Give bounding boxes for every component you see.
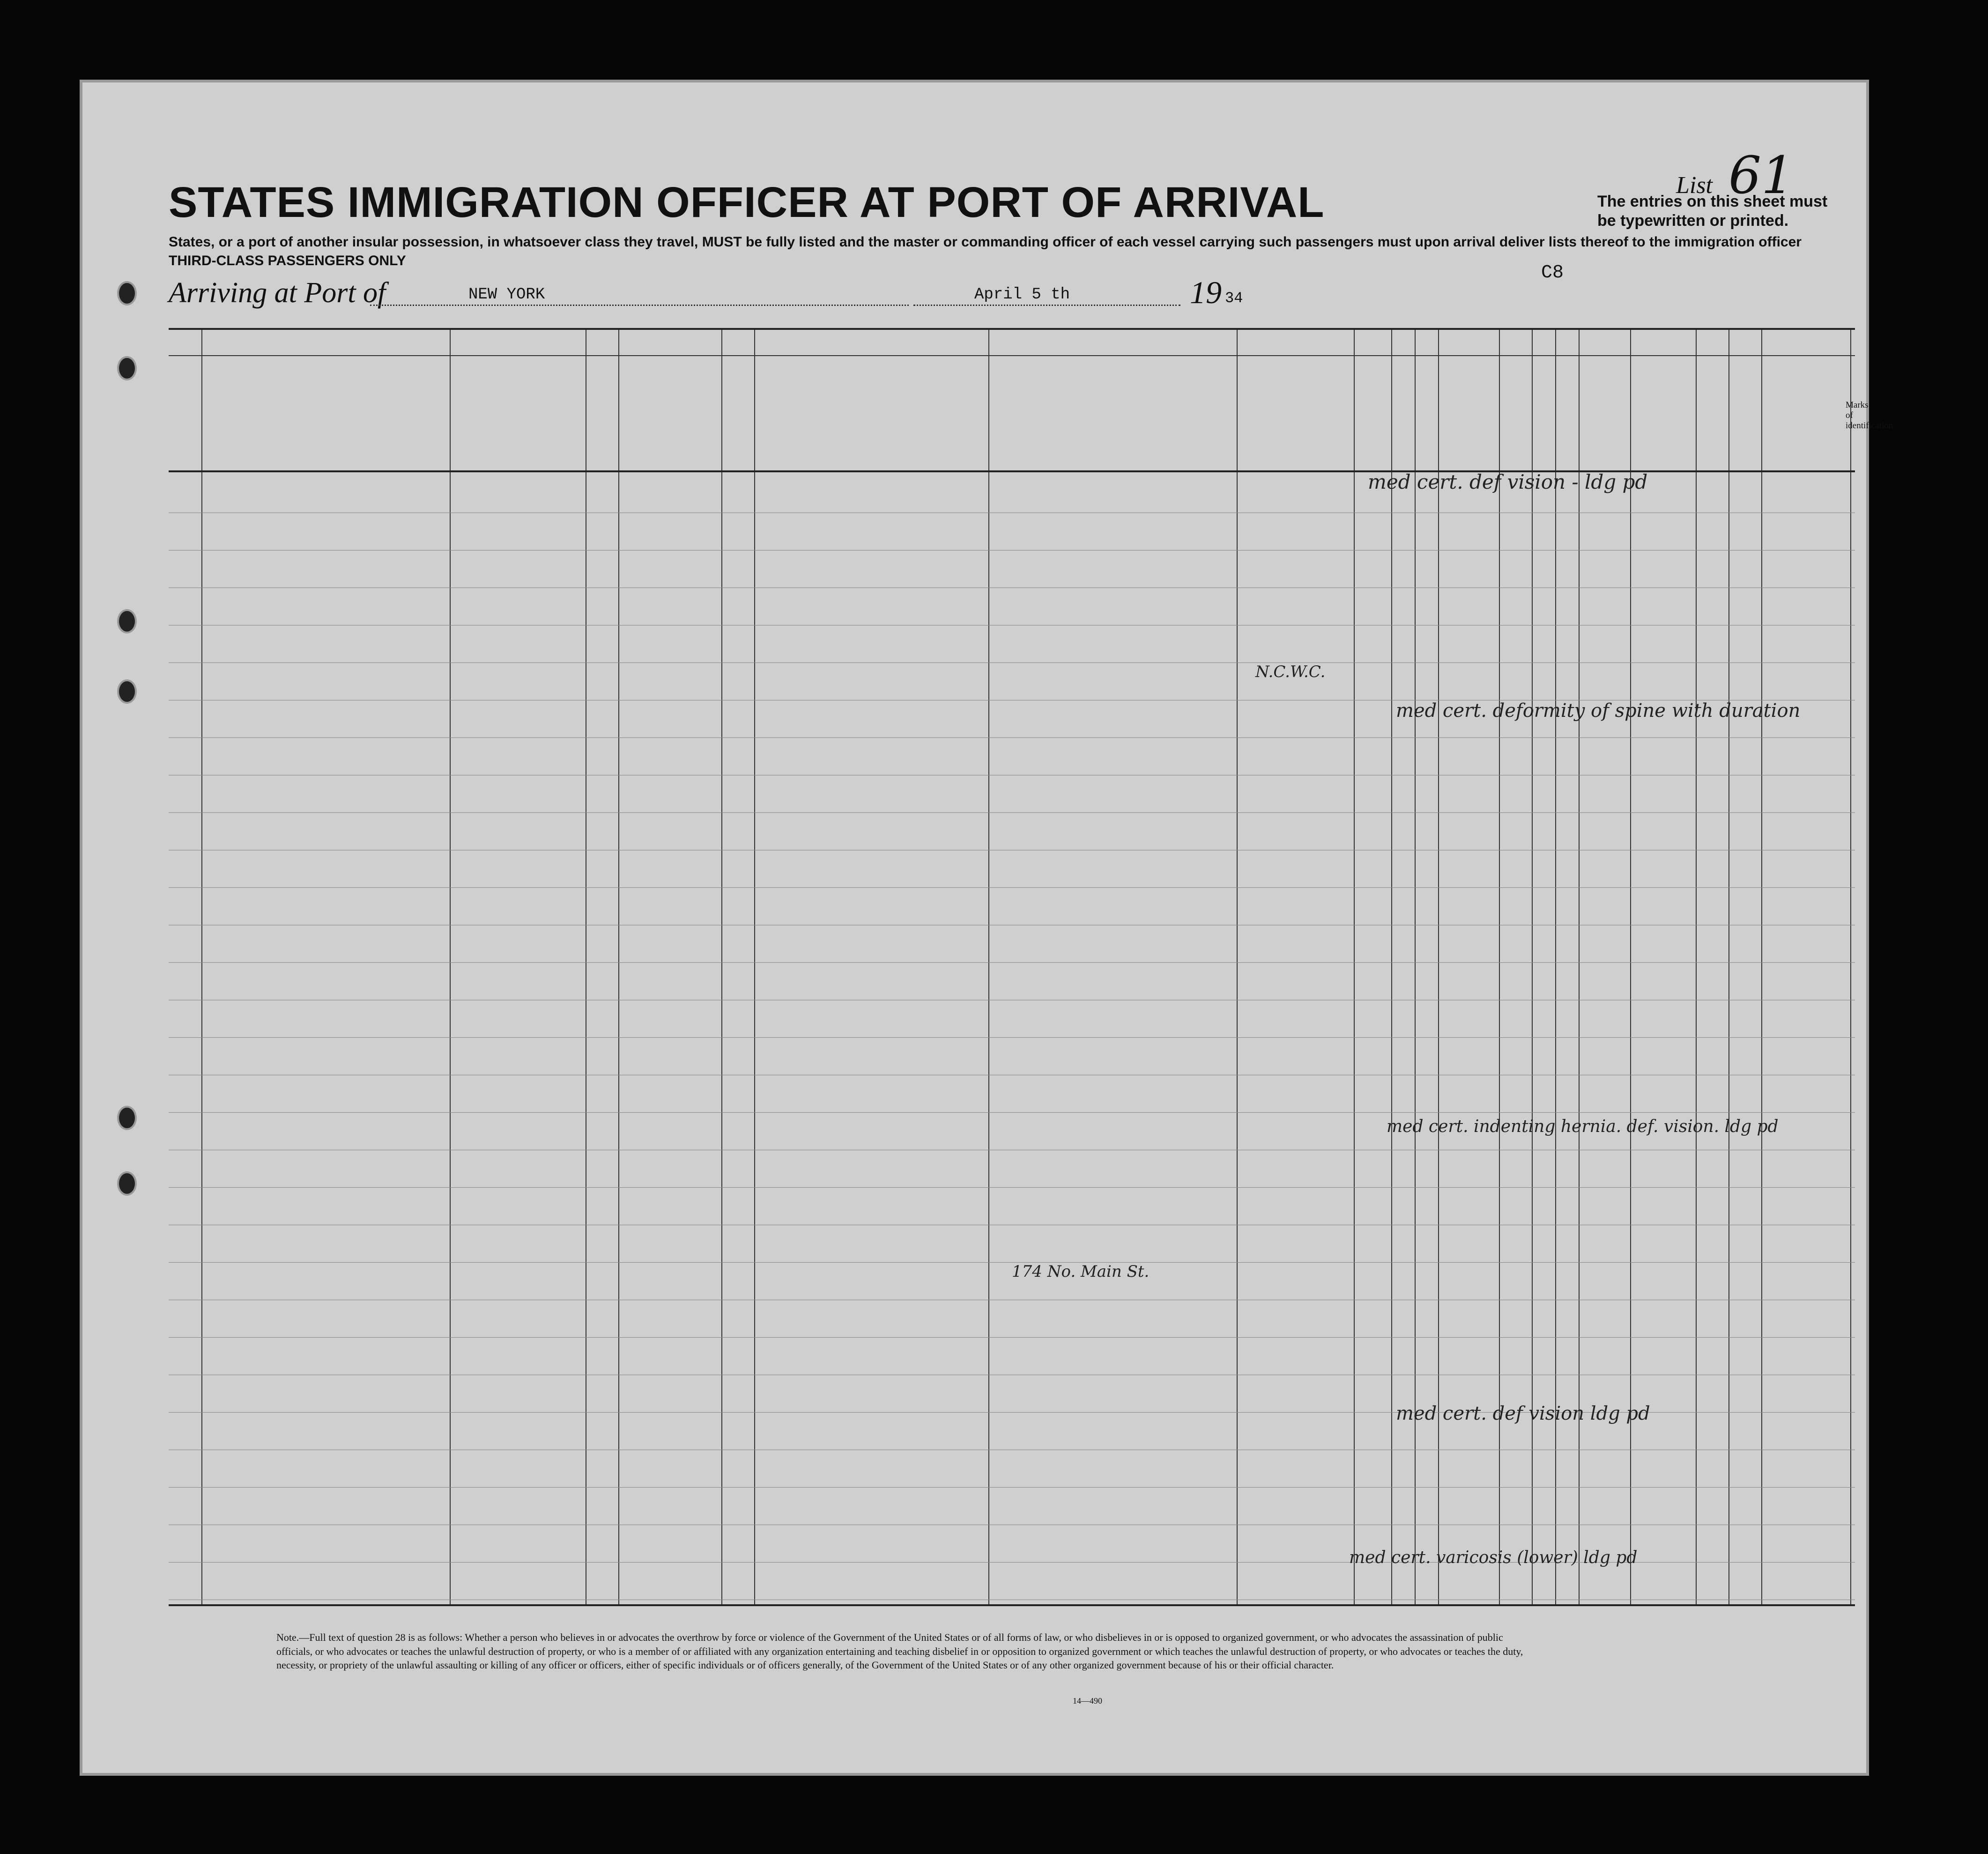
table-row bbox=[169, 887, 1855, 925]
list-label: List bbox=[1676, 172, 1713, 199]
form-code: 14—490 bbox=[1073, 1696, 1102, 1705]
year-suffix: 34 bbox=[1225, 290, 1243, 307]
table-row bbox=[169, 550, 1855, 588]
arriving-label: Arriving at Port of bbox=[169, 277, 386, 309]
table-row bbox=[169, 925, 1855, 963]
table-row bbox=[169, 812, 1855, 850]
table-row bbox=[169, 1037, 1855, 1075]
entries-note: The entries on this sheet must be typewritten or printed. bbox=[1597, 193, 1828, 230]
handwritten-annotation: 174 No. Main St. bbox=[1012, 1262, 1150, 1281]
page-title: STATES IMMIGRATION OFFICER AT PORT OF ARRIVAL bbox=[169, 179, 1325, 226]
table-row bbox=[169, 625, 1855, 663]
table-row bbox=[169, 1487, 1855, 1525]
handwritten-annotation: med cert. def vision - ldg pd bbox=[1368, 470, 1648, 493]
manifest-table: Marks of identification med cert. def vision - ldg pd N.C.W.C. med cert. deformity of spine with duration med cert. indenting hernia. def. vision. ldg pd 174 No. Main St. med cert. def vision ldg pd med cert. varicosis (lower) ldg pd bbox=[169, 328, 1855, 1606]
handwritten-annotation: N.C.W.C. bbox=[1255, 663, 1326, 681]
binding-hole bbox=[117, 609, 137, 633]
table-row bbox=[169, 1300, 1855, 1338]
binding-hole bbox=[117, 1171, 137, 1196]
date-value: April 5 th bbox=[974, 286, 1070, 304]
binding-hole bbox=[117, 281, 137, 305]
subtitle-class: THIRD-CLASS PASSENGERS ONLY bbox=[169, 253, 406, 268]
footnote: Note.—Full text of question 28 is as follows: Whether a person who believes in or advocates the overthrow by force or violence of the Government of the United States or of all forms of law, or who disbelieves in or is opposed to organized government, or who advocates the assassination of public officials, or who advocates or teaches the unlawful destruction of property, or who is a member of or affiliated with any organization entertaining and teaching disbelief in or opposition to organized government or which teaches the unlawful destruction of property, or who advocates or teaches the duty, necessity, or propriety of the unlawful assaulting or killing of any officer or officers, either of specific individuals or of officers generally, of the Government of the United States or of any other organized government because of his or their official character. bbox=[276, 1631, 1523, 1671]
manifest-sheet bbox=[80, 80, 1893, 1776]
table-row bbox=[169, 663, 1855, 700]
table-row bbox=[169, 1225, 1855, 1263]
table-row bbox=[169, 588, 1855, 625]
port-value: NEW YORK bbox=[468, 286, 545, 304]
table-row bbox=[169, 962, 1855, 1000]
sheet-code: C8 bbox=[1541, 262, 1564, 283]
table-row bbox=[169, 1337, 1855, 1375]
table-row bbox=[169, 737, 1855, 775]
date-field-line bbox=[913, 305, 1180, 306]
table-row bbox=[169, 1150, 1855, 1188]
table-row bbox=[169, 1075, 1855, 1113]
binding-hole bbox=[117, 1106, 137, 1130]
table-row bbox=[169, 850, 1855, 888]
table-row bbox=[169, 1562, 1855, 1600]
handwritten-annotation: med cert. def vision ldg pd bbox=[1396, 1403, 1650, 1424]
table-row bbox=[169, 513, 1855, 551]
table-row bbox=[169, 1000, 1855, 1038]
table-row bbox=[169, 1450, 1855, 1488]
port-field-line bbox=[370, 305, 909, 306]
year-prefix: 19 bbox=[1190, 275, 1222, 310]
header-separator bbox=[169, 355, 1855, 356]
binding-hole bbox=[117, 356, 137, 380]
table-row bbox=[169, 1187, 1855, 1225]
binding-hole bbox=[117, 679, 137, 704]
subtitle-instructions: States, or a port of another insular possession, in whatsoever class they travel, MUST be fully listed and the master or commanding officer of each vessel carrying such passengers must upon arrival deliver lists thereof to the immigration officer bbox=[169, 234, 1802, 250]
table-row bbox=[169, 775, 1855, 813]
list-number: 61 bbox=[1728, 145, 1794, 205]
handwritten-annotation: med cert. deformity of spine with duration bbox=[1396, 700, 1801, 722]
handwritten-annotation: med cert. indenting hernia. def. vision. ldg pd bbox=[1387, 1117, 1779, 1136]
handwritten-annotation: med cert. varicosis (lower) ldg pd bbox=[1349, 1548, 1638, 1567]
